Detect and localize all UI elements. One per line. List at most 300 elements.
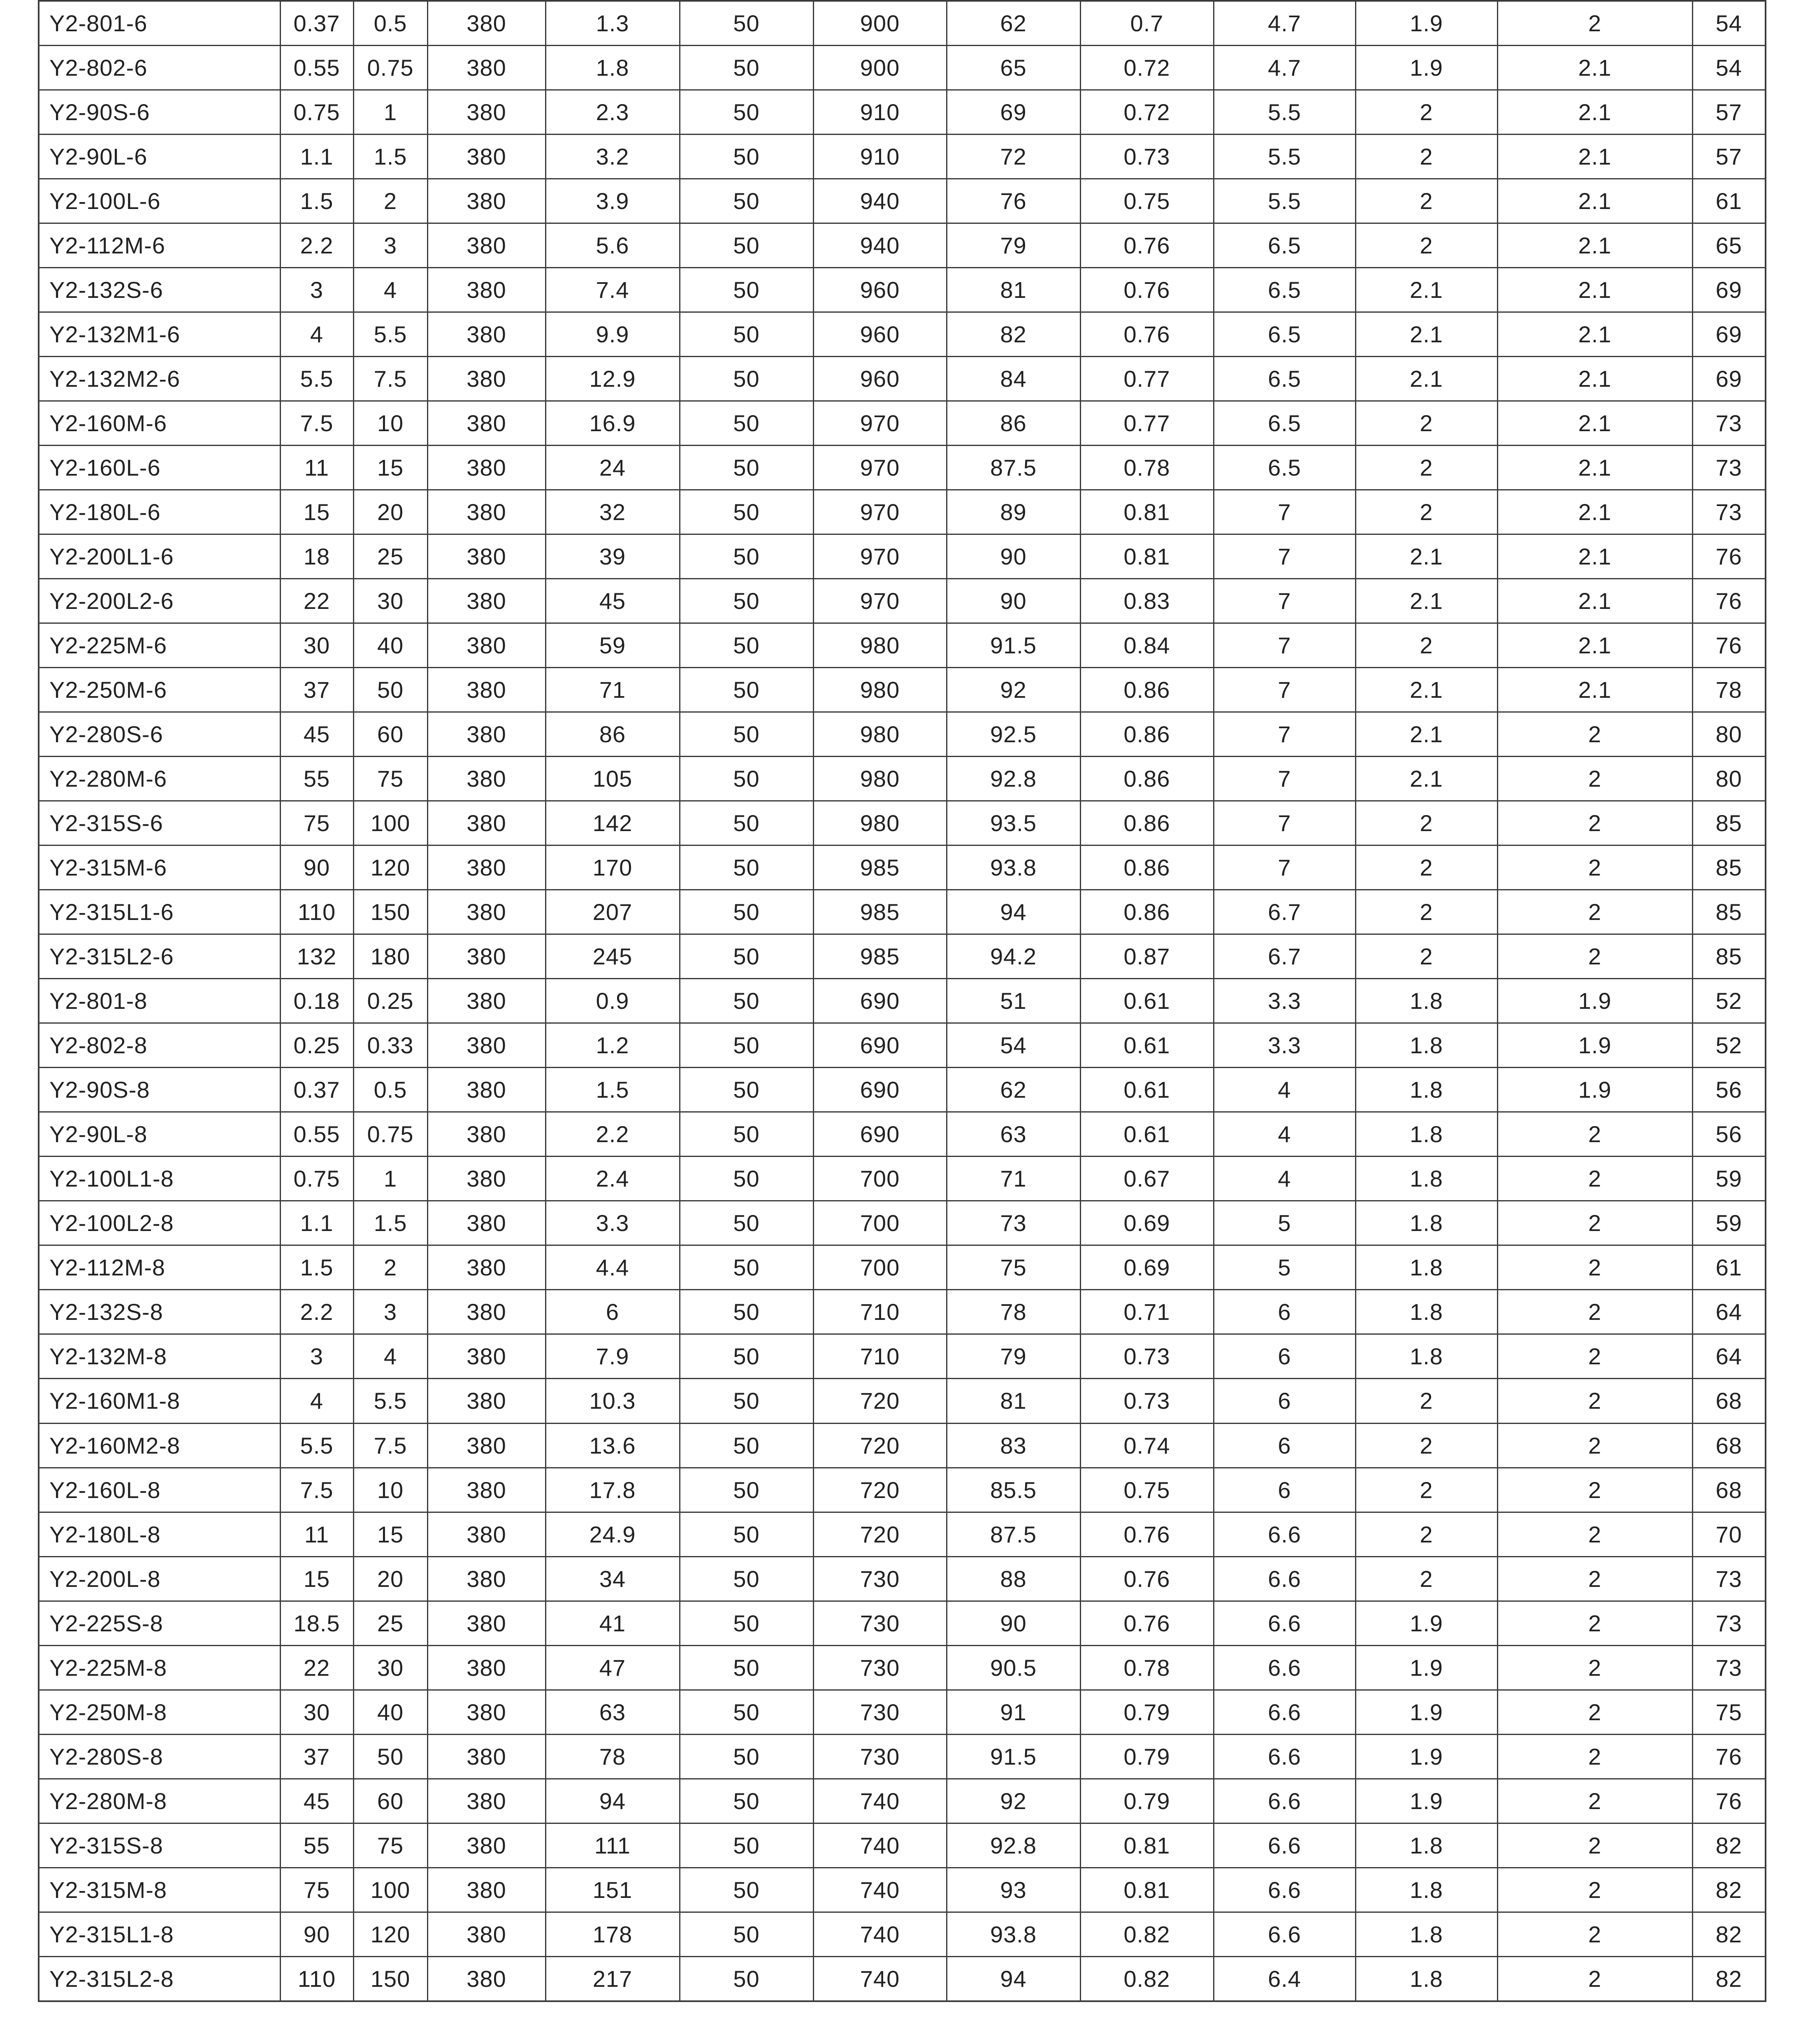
- table-cell: 2: [1497, 1734, 1692, 1779]
- table-cell: 50: [680, 445, 813, 490]
- table-cell: 985: [813, 934, 947, 979]
- table-cell: 2: [1497, 1, 1692, 45]
- table-cell: 105: [545, 757, 680, 801]
- table-cell: 78: [1692, 667, 1766, 712]
- table-cell: 7: [1214, 757, 1355, 801]
- table-cell: 111: [545, 1823, 680, 1867]
- table-cell: 81: [947, 1379, 1080, 1423]
- model-cell: Y2-250M-8: [39, 1690, 280, 1734]
- table-cell: 50: [680, 223, 813, 267]
- table-cell: 50: [680, 267, 813, 312]
- table-cell: 0.25: [280, 1023, 353, 1068]
- table-cell: 76: [1692, 534, 1766, 578]
- table-row: [39, 1201, 1766, 1245]
- table-cell: 50: [680, 1290, 813, 1334]
- table-cell: 2.1: [1497, 578, 1692, 623]
- table-cell: 2: [1497, 1867, 1692, 1912]
- table-cell: 690: [813, 1112, 947, 1157]
- table-cell: 1.9: [1355, 45, 1497, 90]
- table-row: [39, 267, 1766, 312]
- table-row: [39, 979, 1766, 1023]
- table-cell: 1.5: [353, 1201, 427, 1245]
- table-row: [39, 90, 1766, 134]
- table-cell: 2: [1355, 490, 1497, 534]
- table-cell: 73: [1692, 445, 1766, 490]
- model-cell: Y2-315S-6: [39, 801, 280, 845]
- table-cell: 85: [1692, 934, 1766, 979]
- table-cell: 45: [545, 578, 680, 623]
- table-cell: 1.8: [1355, 1023, 1497, 1068]
- table-cell: 0.69: [1080, 1201, 1214, 1245]
- table-cell: 980: [813, 712, 947, 757]
- table-cell: 380: [427, 1779, 545, 1823]
- table-cell: 17.8: [545, 1468, 680, 1512]
- table-cell: 3.3: [1214, 1023, 1355, 1068]
- table-cell: 81: [947, 267, 1080, 312]
- table-cell: 4.7: [1214, 1, 1355, 45]
- table-cell: 380: [427, 934, 545, 979]
- table-cell: 52: [1692, 1023, 1766, 1068]
- table-cell: 980: [813, 667, 947, 712]
- table-cell: 0.61: [1080, 1068, 1214, 1112]
- table-cell: 970: [813, 401, 947, 445]
- table-cell: 740: [813, 1779, 947, 1823]
- model-cell: Y2-801-6: [39, 1, 280, 45]
- table-cell: 2: [1355, 401, 1497, 445]
- table-cell: 50: [680, 1201, 813, 1245]
- table-cell: 700: [813, 1157, 947, 1201]
- table-cell: 68: [1692, 1379, 1766, 1423]
- table-cell: 0.86: [1080, 712, 1214, 757]
- table-cell: 2: [1355, 1512, 1497, 1556]
- table-cell: 11: [280, 445, 353, 490]
- table-cell: 7.5: [280, 1468, 353, 1512]
- table-cell: 710: [813, 1290, 947, 1334]
- table-cell: 65: [1692, 223, 1766, 267]
- table-cell: 85: [1692, 890, 1766, 934]
- table-cell: 25: [353, 534, 427, 578]
- model-cell: Y2-100L-6: [39, 179, 280, 223]
- table-cell: 30: [353, 578, 427, 623]
- table-cell: 6.6: [1214, 1912, 1355, 1956]
- table-cell: 2.1: [1497, 134, 1692, 179]
- table-cell: 380: [427, 1556, 545, 1601]
- table-cell: 15: [353, 1512, 427, 1556]
- table-cell: 0.18: [280, 979, 353, 1023]
- table-cell: 900: [813, 45, 947, 90]
- table-cell: 1.9: [1355, 1601, 1497, 1645]
- table-cell: 0.75: [353, 1112, 427, 1157]
- table-cell: 5.5: [1214, 179, 1355, 223]
- table-cell: 24: [545, 445, 680, 490]
- table-cell: 0.9: [545, 979, 680, 1023]
- model-cell: Y2-132M2-6: [39, 356, 280, 401]
- table-cell: 85: [1692, 801, 1766, 845]
- model-cell: Y2-315L2-6: [39, 934, 280, 979]
- table-cell: 13.6: [545, 1423, 680, 1468]
- table-cell: 76: [1692, 1779, 1766, 1823]
- table-cell: 0.67: [1080, 1157, 1214, 1201]
- table-cell: 6: [1214, 1334, 1355, 1379]
- table-row: [39, 1290, 1766, 1334]
- table-cell: 87.5: [947, 1512, 1080, 1556]
- table-cell: 740: [813, 1823, 947, 1867]
- table-cell: 60: [353, 712, 427, 757]
- table-cell: 380: [427, 1201, 545, 1245]
- table-cell: 72: [947, 134, 1080, 179]
- table-cell: 0.61: [1080, 1023, 1214, 1068]
- table-cell: 1.2: [545, 1023, 680, 1068]
- table-cell: 1.8: [1355, 1290, 1497, 1334]
- table-cell: 73: [1692, 1601, 1766, 1645]
- table-cell: 50: [680, 1112, 813, 1157]
- table-cell: 50: [680, 757, 813, 801]
- table-cell: 380: [427, 401, 545, 445]
- table-cell: 380: [427, 1512, 545, 1556]
- table-cell: 93.8: [947, 1912, 1080, 1956]
- table-cell: 69: [1692, 356, 1766, 401]
- table-cell: 6.5: [1214, 312, 1355, 356]
- model-cell: Y2-315M-8: [39, 1867, 280, 1912]
- table-cell: 75: [353, 1823, 427, 1867]
- table-cell: 22: [280, 578, 353, 623]
- table-row: [39, 934, 1766, 979]
- table-row: [39, 712, 1766, 757]
- table-cell: 11: [280, 1512, 353, 1556]
- table-cell: 10: [353, 1468, 427, 1512]
- table-cell: 4: [280, 1379, 353, 1423]
- table-cell: 92.8: [947, 1823, 1080, 1867]
- table-cell: 2: [1497, 1334, 1692, 1379]
- table-cell: 2: [1497, 845, 1692, 890]
- table-cell: 960: [813, 312, 947, 356]
- model-cell: Y2-100L2-8: [39, 1201, 280, 1245]
- table-cell: 75: [1692, 1690, 1766, 1734]
- table-cell: 30: [353, 1645, 427, 1690]
- table-cell: 90: [280, 1912, 353, 1956]
- table-cell: 6.6: [1214, 1867, 1355, 1912]
- table-cell: 71: [545, 667, 680, 712]
- table-cell: 50: [680, 1023, 813, 1068]
- table-cell: 50: [680, 578, 813, 623]
- table-cell: 18: [280, 534, 353, 578]
- table-cell: 55: [280, 1823, 353, 1867]
- table-cell: 3: [280, 1334, 353, 1379]
- table-cell: 82: [947, 312, 1080, 356]
- table-row: [39, 1645, 1766, 1690]
- table-cell: 50: [353, 667, 427, 712]
- table-cell: 380: [427, 979, 545, 1023]
- table-cell: 54: [1692, 45, 1766, 90]
- table-cell: 50: [680, 179, 813, 223]
- table-cell: 6.6: [1214, 1512, 1355, 1556]
- table-cell: 34: [545, 1556, 680, 1601]
- table-cell: 6.5: [1214, 267, 1355, 312]
- table-cell: 6.7: [1214, 890, 1355, 934]
- table-cell: 73: [1692, 490, 1766, 534]
- table-cell: 65: [947, 45, 1080, 90]
- model-cell: Y2-225M-8: [39, 1645, 280, 1690]
- table-cell: 5: [1214, 1245, 1355, 1290]
- table-cell: 50: [680, 534, 813, 578]
- table-cell: 980: [813, 623, 947, 667]
- table-cell: 0.76: [1080, 1512, 1214, 1556]
- table-cell: 75: [280, 1867, 353, 1912]
- table-cell: 92: [947, 1779, 1080, 1823]
- table-cell: 0.86: [1080, 890, 1214, 934]
- table-cell: 2.1: [1355, 267, 1497, 312]
- table-cell: 2: [1497, 1556, 1692, 1601]
- table-cell: 970: [813, 578, 947, 623]
- table-cell: 50: [680, 890, 813, 934]
- table-cell: 54: [947, 1023, 1080, 1068]
- table-cell: 70: [1692, 1512, 1766, 1556]
- motor-spec-table-body: [39, 1, 1766, 2001]
- table-cell: 78: [947, 1290, 1080, 1334]
- table-cell: 90: [947, 1601, 1080, 1645]
- table-cell: 380: [427, 223, 545, 267]
- table-cell: 740: [813, 1912, 947, 1956]
- table-cell: 50: [680, 45, 813, 90]
- table-cell: 50: [680, 1690, 813, 1734]
- table-cell: 63: [545, 1690, 680, 1734]
- table-cell: 730: [813, 1690, 947, 1734]
- table-cell: 0.81: [1080, 490, 1214, 534]
- table-cell: 6.4: [1214, 1956, 1355, 2001]
- table-cell: 2.1: [1497, 445, 1692, 490]
- table-cell: 150: [353, 890, 427, 934]
- table-cell: 92: [947, 667, 1080, 712]
- table-cell: 2: [1497, 757, 1692, 801]
- table-cell: 57: [1692, 134, 1766, 179]
- table-cell: 980: [813, 757, 947, 801]
- table-cell: 0.81: [1080, 1823, 1214, 1867]
- table-cell: 0.71: [1080, 1290, 1214, 1334]
- table-cell: 90: [947, 578, 1080, 623]
- table-cell: 90.5: [947, 1645, 1080, 1690]
- table-cell: 91.5: [947, 623, 1080, 667]
- table-row: [39, 1245, 1766, 1290]
- table-cell: 94.2: [947, 934, 1080, 979]
- table-cell: 940: [813, 223, 947, 267]
- table-cell: 380: [427, 1956, 545, 2001]
- table-cell: 76: [947, 179, 1080, 223]
- table-cell: 2: [1355, 890, 1497, 934]
- table-cell: 50: [680, 90, 813, 134]
- model-cell: Y2-90L-8: [39, 1112, 280, 1157]
- table-cell: 59: [545, 623, 680, 667]
- table-cell: 50: [680, 1334, 813, 1379]
- table-cell: 910: [813, 90, 947, 134]
- table-cell: 78: [545, 1734, 680, 1779]
- table-cell: 2: [1497, 1690, 1692, 1734]
- table-cell: 50: [680, 1601, 813, 1645]
- table-cell: 740: [813, 1956, 947, 2001]
- table-cell: 2.1: [1497, 90, 1692, 134]
- table-cell: 3.9: [545, 179, 680, 223]
- table-cell: 178: [545, 1912, 680, 1956]
- table-row: [39, 223, 1766, 267]
- table-cell: 380: [427, 1468, 545, 1512]
- table-cell: 380: [427, 1734, 545, 1779]
- table-cell: 7.9: [545, 1334, 680, 1379]
- table-cell: 82: [1692, 1823, 1766, 1867]
- table-cell: 1.8: [1355, 1823, 1497, 1867]
- table-cell: 710: [813, 1334, 947, 1379]
- table-cell: 0.82: [1080, 1912, 1214, 1956]
- table-cell: 180: [353, 934, 427, 979]
- table-cell: 380: [427, 1245, 545, 1290]
- table-cell: 970: [813, 534, 947, 578]
- table-cell: 2: [1355, 845, 1497, 890]
- table-cell: 100: [353, 801, 427, 845]
- model-cell: Y2-315L2-8: [39, 1956, 280, 2001]
- table-row: [39, 312, 1766, 356]
- table-cell: 6.6: [1214, 1556, 1355, 1601]
- table-cell: 63: [947, 1112, 1080, 1157]
- table-row: [39, 1112, 1766, 1157]
- table-cell: 1.8: [1355, 979, 1497, 1023]
- table-cell: 25: [353, 1601, 427, 1645]
- table-row: [39, 1512, 1766, 1556]
- table-row: [39, 578, 1766, 623]
- model-cell: Y2-802-8: [39, 1023, 280, 1068]
- model-cell: Y2-180L-6: [39, 490, 280, 534]
- table-cell: 380: [427, 1290, 545, 1334]
- table-cell: 50: [680, 356, 813, 401]
- table-cell: 0.79: [1080, 1690, 1214, 1734]
- table-cell: 985: [813, 845, 947, 890]
- table-cell: 0.86: [1080, 845, 1214, 890]
- table-cell: 2: [1497, 1912, 1692, 1956]
- table-row: [39, 667, 1766, 712]
- table-row: [39, 45, 1766, 90]
- table-row: [39, 1334, 1766, 1379]
- table-cell: 380: [427, 623, 545, 667]
- table-cell: 50: [680, 934, 813, 979]
- table-cell: 380: [427, 445, 545, 490]
- table-cell: 47: [545, 1645, 680, 1690]
- table-cell: 5.5: [1214, 90, 1355, 134]
- table-cell: 2.1: [1497, 312, 1692, 356]
- table-cell: 5.5: [1214, 134, 1355, 179]
- table-cell: 2: [1355, 179, 1497, 223]
- table-cell: 1.5: [353, 134, 427, 179]
- table-cell: 151: [545, 1867, 680, 1912]
- table-row: [39, 179, 1766, 223]
- table-cell: 730: [813, 1734, 947, 1779]
- table-cell: 2: [1355, 134, 1497, 179]
- table-cell: 73: [1692, 1556, 1766, 1601]
- table-row: [39, 445, 1766, 490]
- table-cell: 0.76: [1080, 267, 1214, 312]
- table-cell: 16.9: [545, 401, 680, 445]
- model-cell: Y2-112M-8: [39, 1245, 280, 1290]
- table-cell: 0.81: [1080, 534, 1214, 578]
- table-cell: 2: [1497, 1290, 1692, 1334]
- table-cell: 30: [280, 623, 353, 667]
- table-cell: 970: [813, 490, 947, 534]
- table-cell: 64: [1692, 1290, 1766, 1334]
- model-cell: Y2-225M-6: [39, 623, 280, 667]
- table-row: [39, 1, 1766, 45]
- table-cell: 12.9: [545, 356, 680, 401]
- table-row: [39, 1556, 1766, 1601]
- model-cell: Y2-90L-6: [39, 134, 280, 179]
- table-cell: 45: [280, 712, 353, 757]
- table-cell: 56: [1692, 1068, 1766, 1112]
- table-cell: 2: [1355, 1423, 1497, 1468]
- table-cell: 1: [353, 1157, 427, 1201]
- table-cell: 1.8: [1355, 1157, 1497, 1201]
- table-cell: 50: [680, 1, 813, 45]
- table-cell: 61: [1692, 179, 1766, 223]
- table-cell: 2: [1497, 1379, 1692, 1423]
- model-cell: Y2-280M-6: [39, 757, 280, 801]
- table-cell: 92.8: [947, 757, 1080, 801]
- table-cell: 380: [427, 312, 545, 356]
- table-cell: 100: [353, 1867, 427, 1912]
- table-cell: 120: [353, 845, 427, 890]
- table-cell: 2.4: [545, 1157, 680, 1201]
- table-cell: 50: [680, 312, 813, 356]
- table-cell: 0.82: [1080, 1956, 1214, 2001]
- table-cell: 50: [680, 1068, 813, 1112]
- table-cell: 2: [1355, 1379, 1497, 1423]
- table-cell: 1.8: [1355, 1245, 1497, 1290]
- table-cell: 89: [947, 490, 1080, 534]
- table-cell: 50: [680, 490, 813, 534]
- table-cell: 59: [1692, 1157, 1766, 1201]
- table-row: [39, 1423, 1766, 1468]
- table-cell: 75: [947, 1245, 1080, 1290]
- table-cell: 3: [353, 223, 427, 267]
- table-cell: 1.8: [1355, 1867, 1497, 1912]
- table-cell: 0.73: [1080, 1334, 1214, 1379]
- table-cell: 50: [680, 623, 813, 667]
- table-cell: 73: [1692, 1645, 1766, 1690]
- table-cell: 720: [813, 1468, 947, 1512]
- table-cell: 50: [680, 1512, 813, 1556]
- model-cell: Y2-112M-6: [39, 223, 280, 267]
- table-cell: 380: [427, 1112, 545, 1157]
- table-cell: 50: [680, 1779, 813, 1823]
- table-cell: 740: [813, 1867, 947, 1912]
- table-row: [39, 490, 1766, 534]
- table-cell: 15: [280, 490, 353, 534]
- table-cell: 0.75: [280, 90, 353, 134]
- table-cell: 2.1: [1497, 223, 1692, 267]
- table-cell: 73: [947, 1201, 1080, 1245]
- table-cell: 0.87: [1080, 934, 1214, 979]
- table-cell: 0.79: [1080, 1779, 1214, 1823]
- table-row: [39, 1690, 1766, 1734]
- table-row: [39, 1468, 1766, 1512]
- table-cell: 2.1: [1497, 179, 1692, 223]
- table-cell: 50: [680, 1556, 813, 1601]
- table-cell: 2: [1355, 623, 1497, 667]
- model-cell: Y2-160L-8: [39, 1468, 280, 1512]
- table-cell: 380: [427, 667, 545, 712]
- table-cell: 50: [680, 1867, 813, 1912]
- table-cell: 985: [813, 890, 947, 934]
- table-cell: 2.2: [280, 223, 353, 267]
- table-cell: 2: [1497, 934, 1692, 979]
- table-cell: 0.72: [1080, 90, 1214, 134]
- table-cell: 50: [680, 134, 813, 179]
- table-cell: 0.37: [280, 1068, 353, 1112]
- table-cell: 0.7: [1080, 1, 1214, 45]
